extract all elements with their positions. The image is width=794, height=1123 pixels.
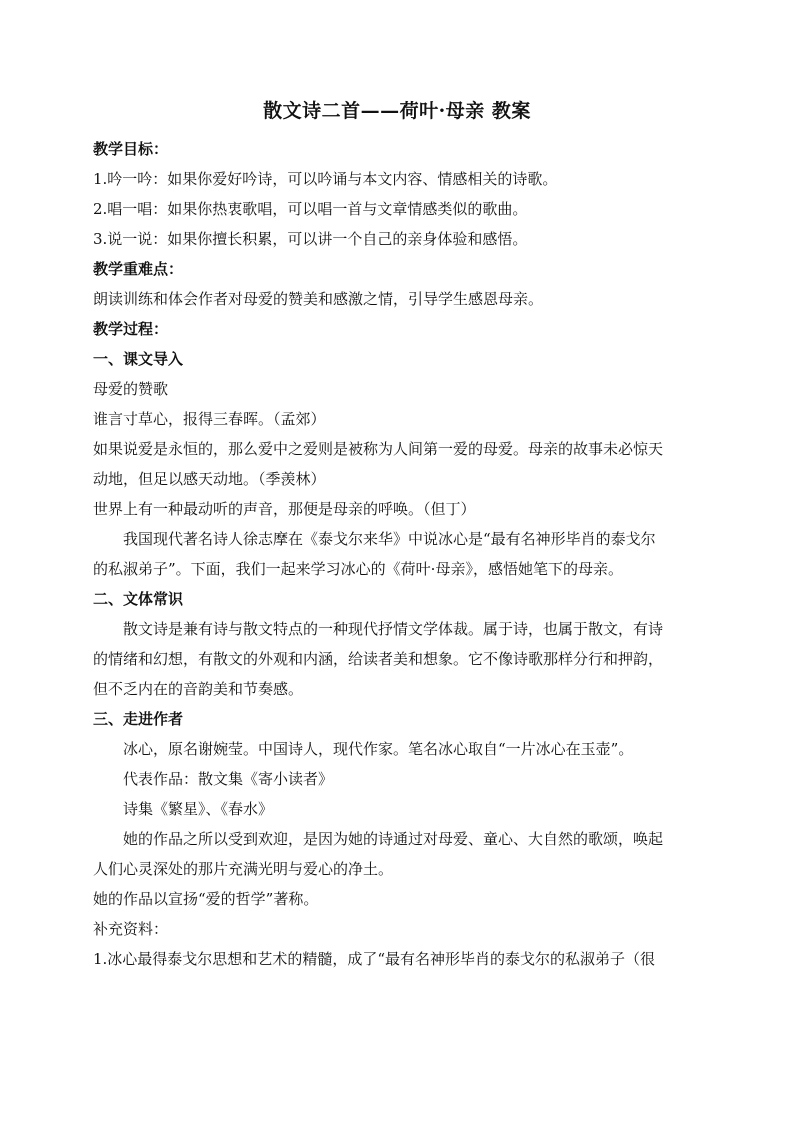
document-title: 散文诗二首——荷叶·母亲 教案	[263, 100, 531, 122]
body-text-line: 冰心，原名谢婉莹。中国诗人，现代作家。笔名冰心取自“一片冰心在玉壶”。	[123, 740, 634, 758]
body-text-line: 3.说一说：如果你擅长积累，可以讲一个自己的亲身体验和感悟。	[93, 230, 528, 248]
body-text-line: 我国现代著名诗人徐志摩在《泰戈尔来华》中说冰心是“最有名神形毕肖的泰戈尔	[123, 530, 656, 548]
body-text-line: 世界上有一种最动听的声音，那便是母亲的呼唤。（但丁）	[93, 500, 476, 518]
section-heading: 教学过程：	[93, 320, 169, 338]
section-heading: 教学目标：	[93, 140, 169, 158]
section-heading: 三、走进作者	[93, 710, 184, 728]
body-text-line: 代表作品：散文集《寄小读者》	[123, 770, 334, 788]
body-text-line: 1.吟一吟：如果你爱好吟诗，可以吟诵与本文内容、情感相关的诗歌。	[93, 170, 558, 188]
body-text-line: 的私淑弟子”。下面，我们一起来学习冰心的《荷叶·母亲》，感悟她笔下的母亲。	[93, 560, 623, 578]
body-text-line: 谁言寸草心，报得三春晖。（孟郊）	[93, 410, 326, 428]
body-text-line: 人们心灵深处的那片充满光明与爱心的净土。	[93, 860, 394, 878]
body-text-line: 的情绪和幻想，有散文的外观和内涵，给读者美和想象。它不像诗歌那样分行和押韵，	[93, 650, 664, 668]
body-text-line: 如果说爱是永恒的，那么爱中之爱则是被称为人间第一爱的母爱。母亲的故事未必惊天	[93, 440, 664, 458]
body-text-line: 1.冰心最得泰戈尔思想和艺术的精髓，成了“最有名神形毕肖的泰戈尔的私淑弟子（很	[93, 950, 655, 968]
section-heading: 一、课文导入	[93, 350, 184, 368]
body-text-line: 2.唱一唱：如果你热衷歌唱，可以唱一首与文章情感类似的歌曲。	[93, 200, 528, 218]
body-text-line: 母爱的赞歌	[93, 380, 169, 398]
body-text-line: 她的作品以宣扬“爱的哲学”著称。	[93, 890, 319, 908]
body-text-line: 但不乏内在的音韵美和节奏感。	[93, 680, 304, 698]
body-text-line: 动地，但足以感天动地。（季羡林）	[93, 470, 326, 488]
document-body	[93, 134, 713, 974]
section-heading: 二、文体常识	[93, 590, 184, 608]
body-text-line: 诗集《繁星》、《春水》	[123, 800, 274, 818]
body-text-line: 她的作品之所以受到欢迎，是因为她的诗通过对母爱、童心、大自然的歌颂，唤起	[123, 830, 664, 848]
body-text-line: 补充资料：	[93, 920, 169, 938]
section-heading: 教学重难点：	[93, 260, 184, 278]
body-text-line: 散文诗是兼有诗与散文特点的一种现代抒情文学体裁。属于诗，也属于散文，有诗	[123, 620, 664, 638]
body-text-line: 朗读训练和体会作者对母爱的赞美和感激之情，引导学生感恩母亲。	[93, 290, 544, 308]
